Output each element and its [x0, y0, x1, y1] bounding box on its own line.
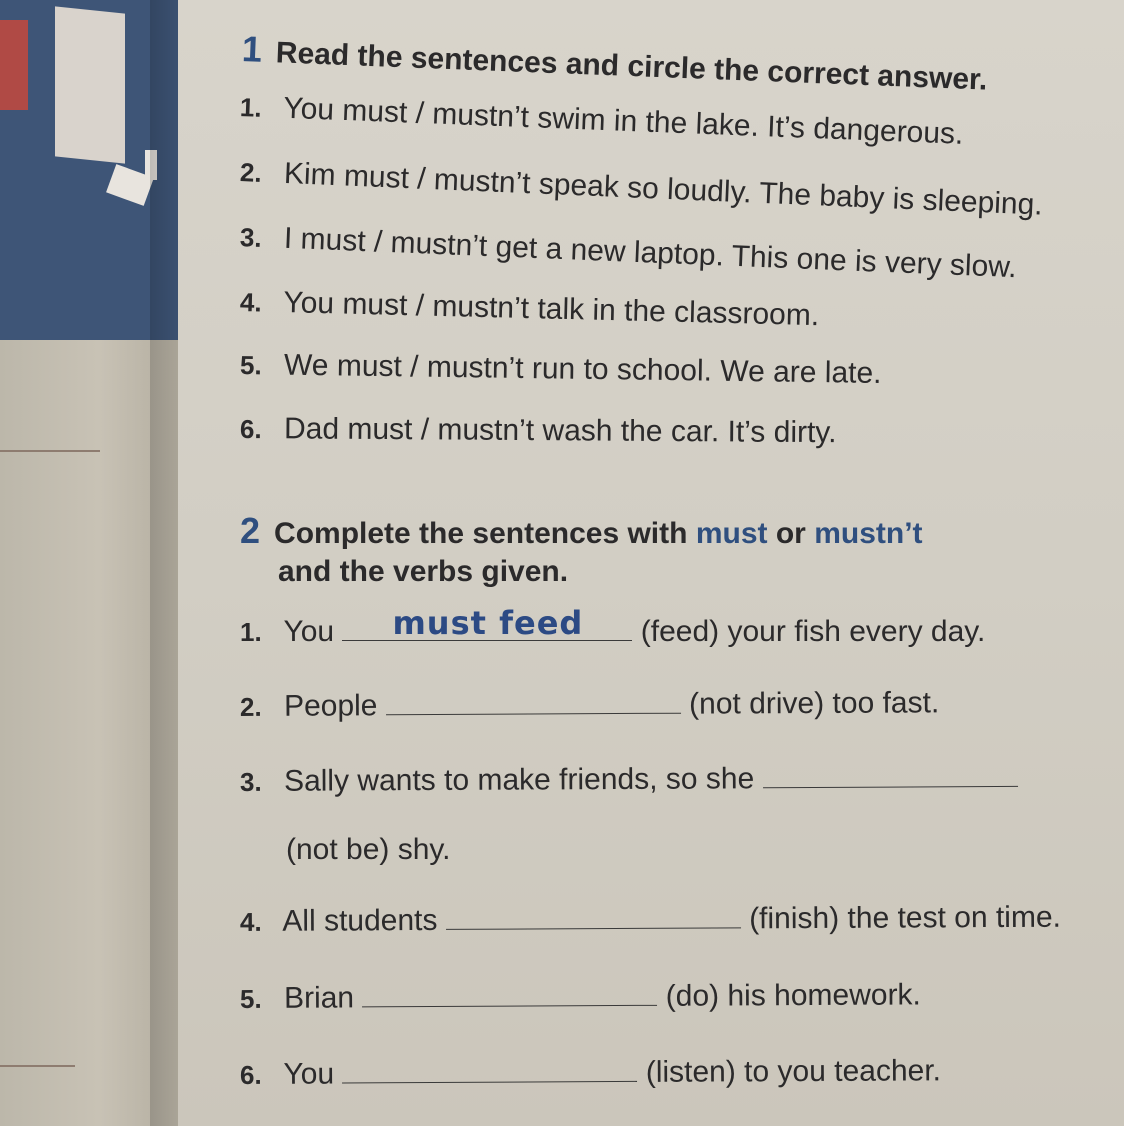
handwritten-answer: must feed [392, 604, 584, 642]
exercise-1-item [240, 285, 820, 333]
item-continuation: (not be) shy. [286, 833, 451, 866]
item-number: 6. [239, 1059, 262, 1090]
item-text: run to school. We are late. [531, 352, 882, 390]
exercise-1-item [239, 220, 1017, 285]
item-text: swim in the lake. It’s dangerous. [536, 101, 964, 151]
answer-blank[interactable] [386, 689, 681, 716]
item-text-before: People [283, 689, 378, 723]
item-subject: Dad [283, 412, 340, 446]
exercise-2-item [240, 761, 1018, 799]
item-choice[interactable]: must / mustn’t [341, 93, 530, 135]
item-subject: You [283, 286, 335, 321]
exercise-2-item [240, 901, 1061, 939]
exercise-title: Read the sentences and circle the correct answer. [275, 36, 989, 97]
item-number: 6. [239, 414, 262, 445]
exercise-1-item [239, 90, 964, 152]
exercise-1-item [239, 155, 1043, 223]
left-page-rule [0, 450, 100, 452]
item-text: talk in the classroom. [537, 292, 820, 333]
item-number: 5. [239, 983, 262, 1014]
item-text-before: You [283, 1057, 335, 1091]
answer-blank[interactable] [763, 762, 1018, 788]
item-number: 2. [239, 691, 262, 722]
exercise-2-item [240, 1054, 941, 1092]
item-text-before: You [283, 615, 335, 648]
item-choice[interactable]: must / mustn’t [336, 349, 524, 385]
item-subject: You [282, 91, 335, 127]
answer-blank[interactable] [342, 1057, 637, 1084]
exercise-2-item [240, 978, 921, 1016]
item-text-before: All students [282, 903, 438, 938]
item-number: 3. [239, 766, 262, 797]
item-number: 3. [239, 222, 263, 253]
exercise-title-or: or [775, 517, 806, 550]
item-subject: Kim [283, 156, 337, 192]
exercise-title-mustnt: mustn’t [814, 517, 923, 550]
answer-blank[interactable] [446, 903, 741, 930]
item-text-after: (feed) your fish every day. [640, 615, 986, 648]
item-choice[interactable]: must / mustn’t [342, 287, 530, 326]
item-number: 1. [239, 92, 263, 123]
answer-blank[interactable] [342, 604, 632, 642]
item-number: 2. [239, 157, 263, 188]
item-number: 4. [239, 287, 263, 318]
exercise-title-must: must [695, 517, 768, 550]
workbook-page [178, 0, 1124, 1126]
item-choice[interactable]: must / mustn’t [347, 412, 535, 448]
exercise-1-heading [241, 28, 988, 99]
item-number: 5. [239, 350, 262, 381]
item-text: speak so loudly. The baby is sleeping. [538, 167, 1044, 222]
exercise-number: 1 [241, 28, 263, 70]
item-text-after: (do) his homework. [665, 978, 921, 1013]
exercise-number: 2 [240, 510, 261, 551]
item-choice[interactable]: must / mustn’t [343, 159, 532, 201]
item-text: wash the car. It’s dirty. [542, 414, 837, 450]
item-text-before: Brian [283, 981, 355, 1015]
item-text-after: (finish) the test on time. [749, 900, 1062, 936]
exercise-2-item [240, 604, 986, 649]
item-subject: We [283, 348, 329, 383]
item-text: get a new laptop. This one is very slow. [494, 230, 1018, 285]
illustration-shape-paper [55, 6, 125, 163]
exercise-2-heading [240, 510, 923, 552]
exercise-title-line2: and the verbs given. [278, 555, 569, 588]
item-subject: I [283, 221, 294, 256]
exercise-1-item [240, 412, 837, 450]
item-text-before: Sally wants to make friends, so she [283, 762, 755, 798]
exercise-1-item [240, 348, 882, 391]
item-text-after: (not drive) too fast. [689, 686, 940, 721]
left-page-rule [0, 1065, 75, 1067]
illustration-shape-red [0, 20, 28, 110]
exercise-title-start: Complete the sentences with [274, 517, 688, 550]
item-number: 4. [239, 906, 262, 937]
item-number: 1. [240, 617, 262, 647]
exercise-2-item [240, 686, 939, 724]
item-choice[interactable]: must / mustn’t [300, 222, 488, 263]
item-text-after: (listen) to you teacher. [645, 1054, 942, 1089]
answer-blank[interactable] [362, 981, 657, 1008]
